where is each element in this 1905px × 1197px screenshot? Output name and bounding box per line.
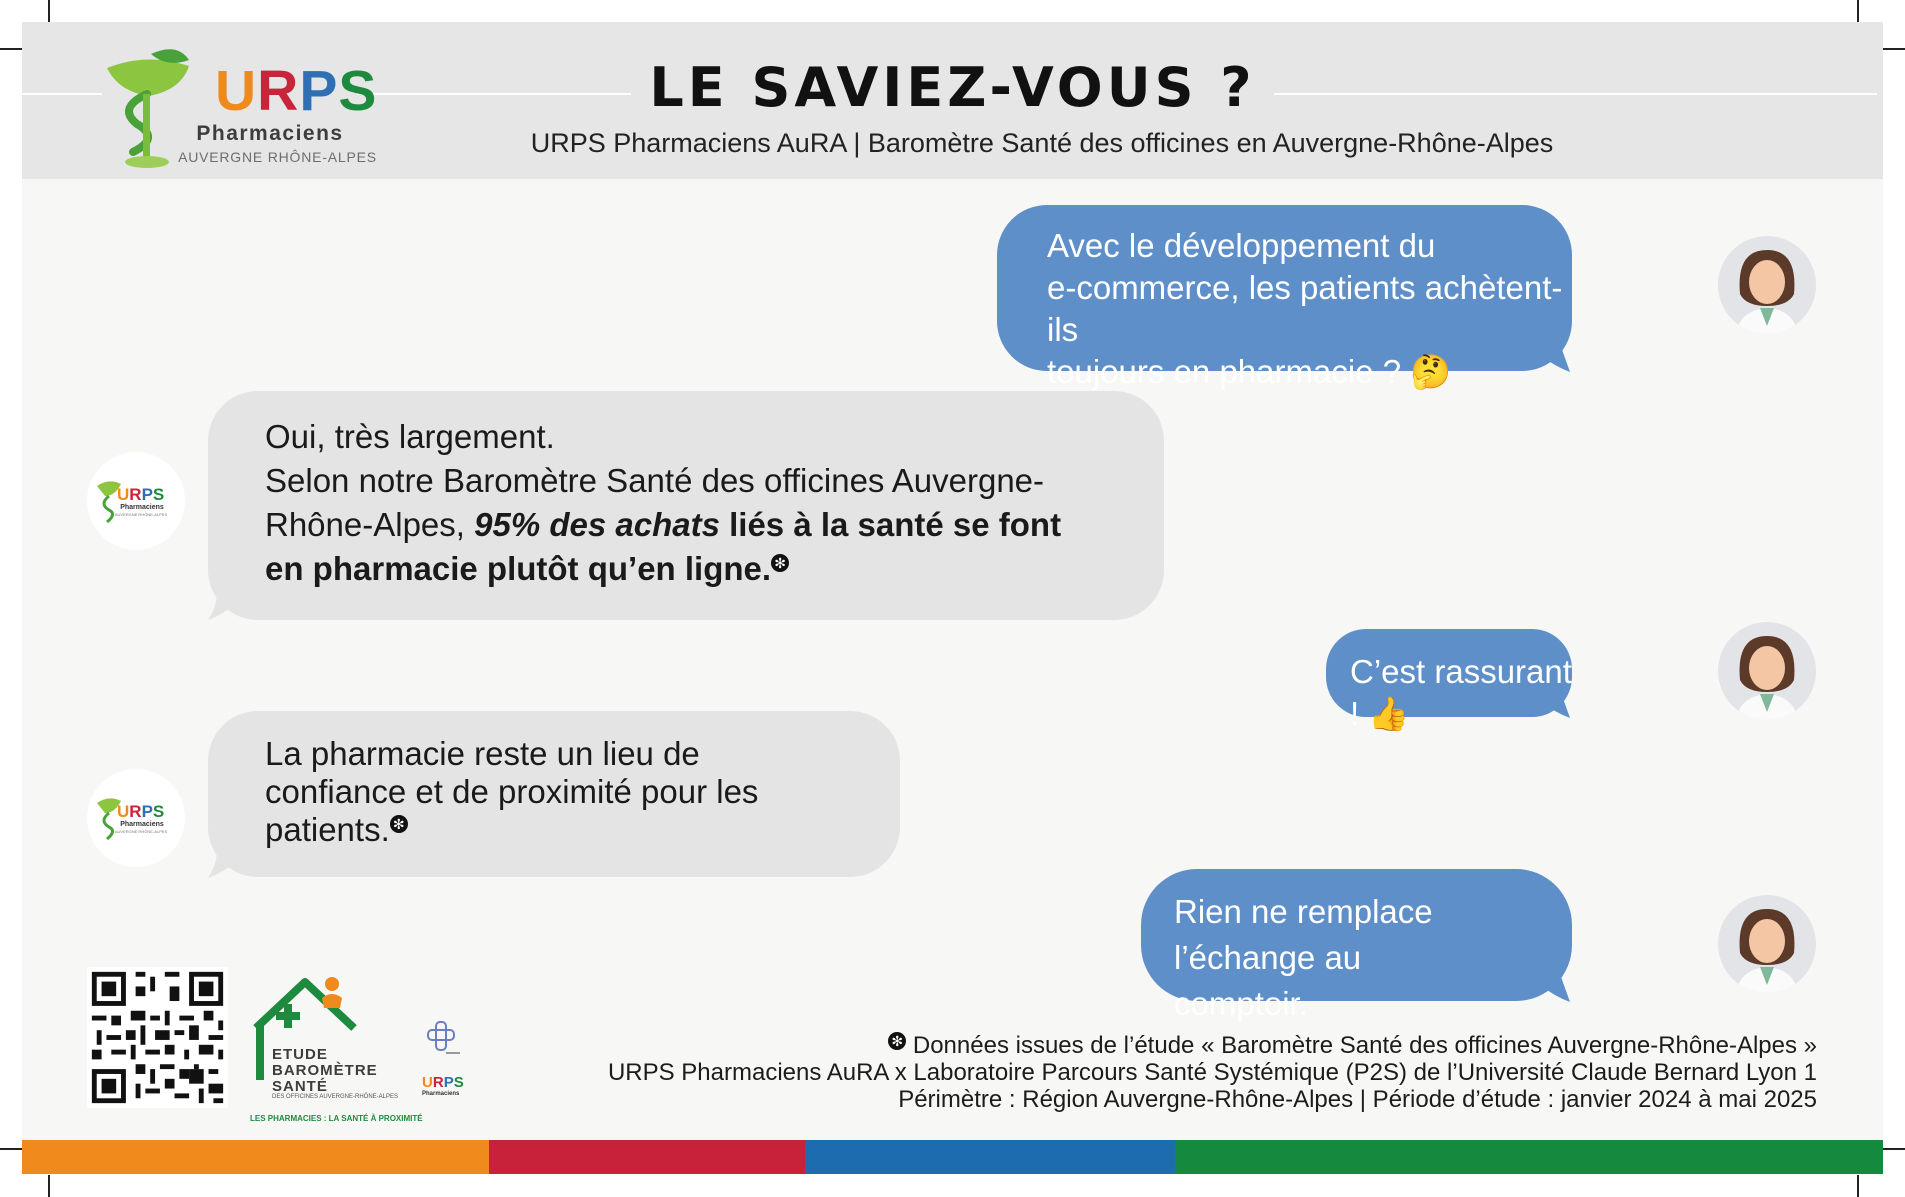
- crop-mark: [1857, 1175, 1859, 1197]
- asterisk-icon: ✻: [771, 554, 789, 572]
- thinking-face-icon: 🤔: [1410, 353, 1452, 390]
- pharmacist-avatar: [1718, 895, 1816, 993]
- bubble-tail: [208, 840, 248, 880]
- bubble-line: Rien ne remplace l’échange au: [1174, 893, 1433, 976]
- etude-line: ETUDE: [272, 1046, 328, 1063]
- bot-region: AUVERGNE RHÔNE-ALPES: [114, 829, 168, 834]
- footnote-line: URPS Pharmaciens AuRA x Laboratoire Parcours Santé Systémique (P2S) de l’Université Claude Bernard Lyon 1: [607, 1059, 1817, 1086]
- bubble-line: Avec le développement du: [1047, 227, 1436, 264]
- bubble-line: en pharmacie plutôt qu’en ligne. ✻: [265, 547, 1144, 591]
- question-bubble-2: C’est rassurant ! 👍: [1326, 629, 1572, 717]
- bubble-tail: [1542, 974, 1572, 1004]
- bubble-tail: [208, 582, 248, 622]
- bubble-line: Oui, très largement.: [265, 418, 555, 455]
- answer-bubble-1: [208, 391, 1164, 620]
- crop-mark: [1883, 1148, 1905, 1150]
- urps-bot-avatar: [87, 769, 185, 867]
- urps-bot-avatar: [87, 452, 185, 550]
- p2s-logo-icon: [422, 1018, 462, 1064]
- footnote-line: Périmètre : Région Auvergne-Rhône-Alpes | Période d’étude : janvier 2024 à mai 2025: [898, 1086, 1817, 1113]
- bubble-line: patients. ✻: [265, 811, 880, 849]
- etude-line: BAROMÈTRE: [272, 1062, 378, 1079]
- asterisk-icon: ✻: [888, 1032, 906, 1050]
- bubble-line: confiance et de proximité pour les: [265, 773, 759, 810]
- etude-line: DES OFFICINES AUVERGNE-RHÔNE-ALPES: [272, 1094, 399, 1100]
- bubble-line: toujours en pharmacie ? 🤔: [1047, 353, 1452, 390]
- bot-subtitle: Pharmaciens: [120, 821, 164, 828]
- bubble-line: Rhône-Alpes, 95% des achats liés à la santé se font: [265, 506, 1062, 543]
- color-bar-green: [1175, 1140, 1883, 1174]
- question-bubble-1: [997, 205, 1572, 390]
- crop-mark: [1857, 0, 1859, 22]
- qr-code[interactable]: [87, 967, 228, 1108]
- footnote: [608, 1032, 1817, 1113]
- footnote-line: ✻ Données issues de l’étude « Baromètre Santé des officines Auvergne-Rhône-Alpes »: [608, 1032, 1817, 1059]
- page-subtitle: URPS Pharmaciens AuRA | Baromètre Santé des officines en Auvergne-Rhône-Alpes: [530, 128, 1554, 158]
- bubble-line: comptoir.: [1174, 985, 1308, 1022]
- logo-subtitle: Pharmaciens: [196, 122, 344, 145]
- logo-wordmark: URPS: [215, 59, 378, 123]
- bot-wordmark: URPS: [117, 485, 165, 504]
- crop-mark: [1883, 48, 1905, 50]
- color-bar-orange: [22, 1140, 489, 1174]
- pharmacist-avatar: [1718, 236, 1816, 334]
- crop-mark: [0, 1148, 22, 1150]
- logo-region: AUVERGNE RHÔNE-ALPES: [178, 149, 377, 165]
- pharmacist-avatar: [1718, 622, 1816, 720]
- bubble-line: La pharmacie reste un lieu de: [265, 735, 700, 772]
- asterisk-icon: ✻: [390, 815, 408, 833]
- question-bubble-3: [1141, 869, 1572, 1022]
- color-bar-red: [489, 1140, 805, 1174]
- bot-wordmark: URPS: [117, 802, 165, 821]
- crop-mark: [48, 0, 50, 22]
- mini-urps-sub: Pharmaciens: [422, 1091, 460, 1097]
- bot-region: AUVERGNE RHÔNE-ALPES: [114, 512, 168, 517]
- page-title: LE SAVIEZ-VOUS ?: [22, 56, 1883, 119]
- crop-mark: [48, 1175, 50, 1197]
- mini-urps-logo: URPS: [422, 1074, 464, 1091]
- color-bar-blue: [805, 1140, 1175, 1174]
- bubble-line: e-commerce, les patients achètent-ils: [1047, 269, 1563, 348]
- etude-barometre-logo: [250, 970, 464, 1123]
- etude-tagline: LES PHARMACIES : LA SANTÉ À PROXIMITÉ: [250, 1114, 423, 1123]
- etude-line: SANTÉ: [272, 1078, 328, 1095]
- bubble-tail: [1542, 690, 1572, 720]
- thumbs-up-icon: 👍: [1368, 695, 1410, 732]
- crop-mark: [0, 48, 22, 50]
- header: [22, 22, 1883, 179]
- bubble-line: Selon notre Baromètre Santé des officines Auvergne-: [265, 462, 1045, 499]
- bot-subtitle: Pharmaciens: [120, 504, 164, 511]
- answer-bubble-2: [208, 711, 900, 877]
- bubble-tail: [1542, 344, 1572, 374]
- infographic-card: [22, 22, 1883, 1174]
